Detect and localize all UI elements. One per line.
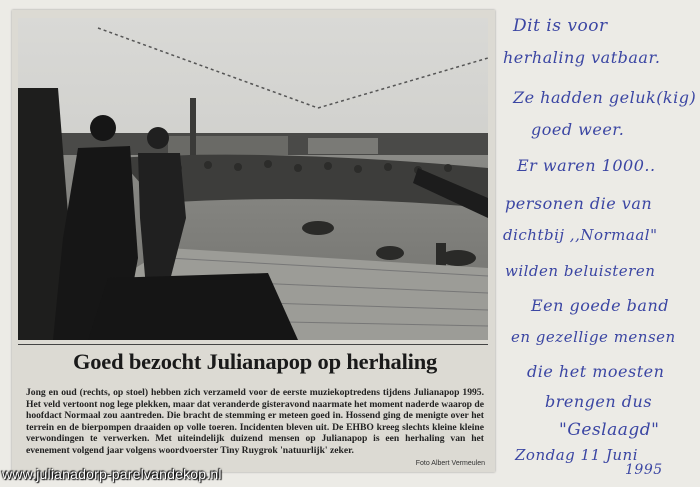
- concert-photo: [18, 18, 488, 340]
- note-line: Ze hadden geluk(kig): [513, 88, 697, 107]
- note-line: brengen dus: [545, 392, 653, 411]
- divider: [18, 344, 488, 345]
- headline: Goed bezocht Julianapop op herhaling: [72, 349, 438, 374]
- newspaper-clipping: [12, 10, 495, 472]
- photo-credit: Foto Albert Vermeulen: [415, 460, 485, 467]
- note-line: goed weer.: [531, 120, 625, 139]
- watermark-url: www.julianadorp-parelvandekop.nl: [2, 466, 222, 482]
- note-line: 1995: [625, 462, 663, 478]
- note-line: Een goede band: [531, 296, 670, 315]
- note-line: "Geslaagd": [559, 420, 660, 440]
- note-line: herhaling vatbaar.: [503, 48, 661, 67]
- note-line: wilden beluisteren: [505, 262, 656, 280]
- note-line: Zondag 11 Juni: [515, 446, 639, 464]
- note-line: Er waren 1000..: [517, 156, 656, 175]
- note-line: en gezellige mensen: [511, 328, 676, 346]
- handwritten-note: [495, 8, 695, 478]
- article-body: Jong en oud (rechts, op stoel) hebben zich verzameld voor de eerste muziekoptredens tijdens Julianapop 1995. Het veld vertoont nog lege plekken, maar dat veranderde gisteravond naarmate het moment naderde waarop de hoofdact Normaal zou aantreden. Die bracht de stemming er meteen goed in. Hossend ging de menigte over het terrein en de bierpompen draaiden op volle toeren. Incidenten bleven uit. De EHBO kreeg slechts kleine kleine verwondingen te verwerken. Met uiteindelijk duizend mensen op Julianapop is een herhaling van het evenement volgend jaar volgens woordvoerster Tiny Ruygrok 'natuurlijk' zeker.: [26, 387, 484, 456]
- note-line: personen die van: [505, 194, 653, 213]
- note-line: die het moesten: [527, 362, 665, 381]
- note-line: Dit is voor: [513, 16, 608, 36]
- note-line: dichtbij ,,Normaal": [503, 226, 658, 244]
